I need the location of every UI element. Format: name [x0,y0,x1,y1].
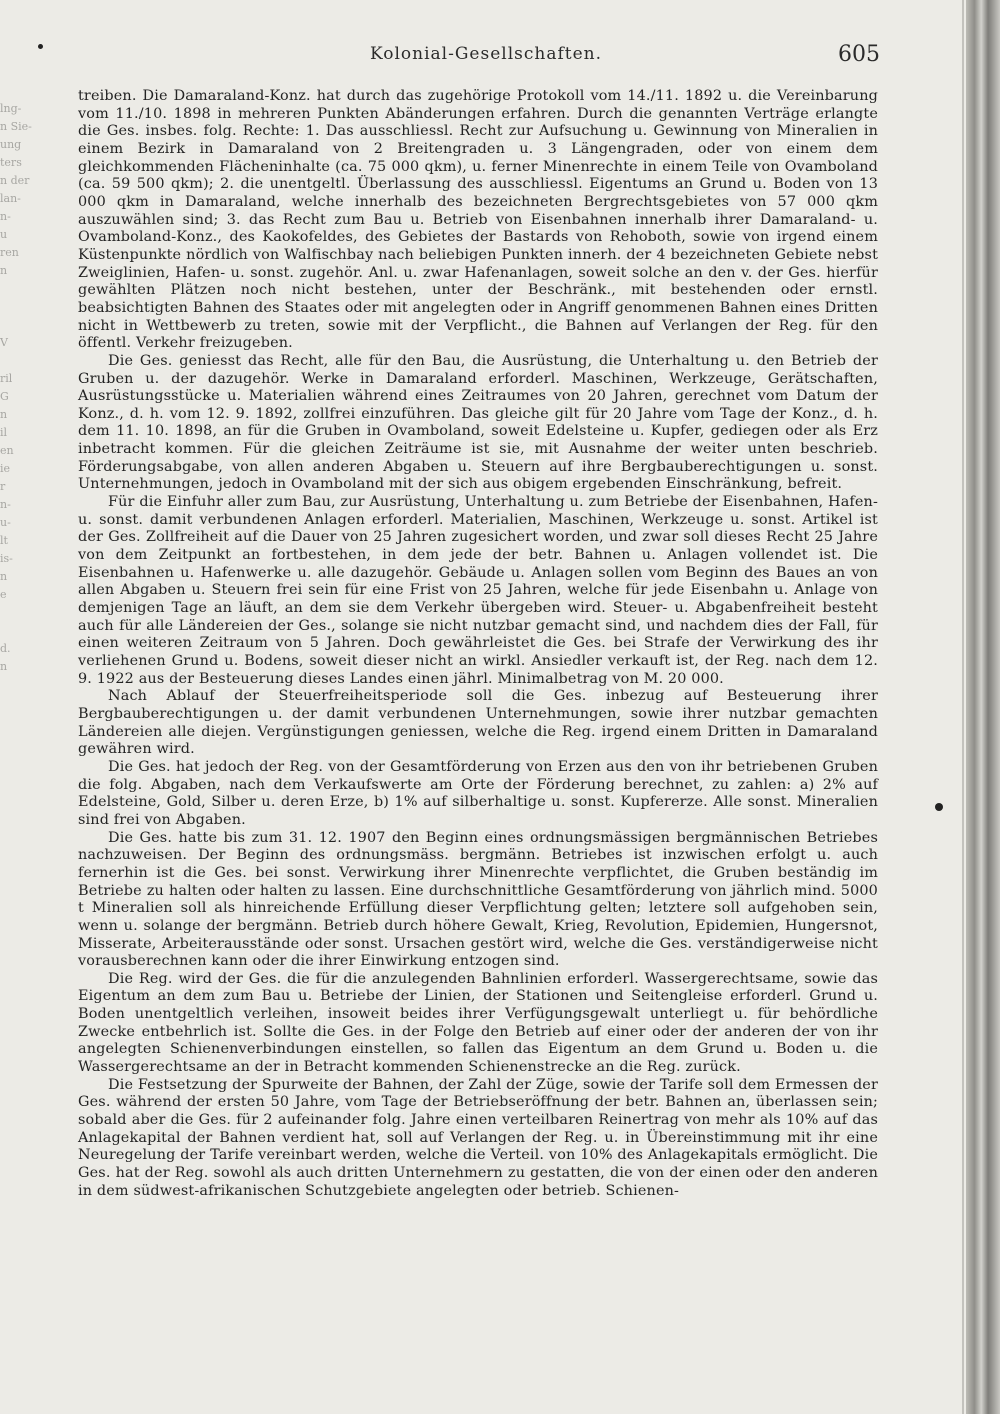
page-number: 605 [838,42,880,67]
print-speck [935,803,943,811]
bleed-fragment: n Sie- [0,120,32,133]
bleed-fragment: n [0,660,8,673]
adjacent-page-bleed [0,100,32,676]
bleed-fragment: d. [0,642,11,655]
bleed-fragment: lng- [0,102,22,115]
bleed-fragment: ung [0,138,22,151]
bleed-fragment: ters [0,156,22,169]
paragraph: Für die Einfuhr aller zum Bau, zur Ausrüstung, Unterhaltung u. zum Betriebe der Eisenbahnen, Hafen- u. sonst. damit verbundenen Anlagen erforderl. Materialien, Maschinen, Werkzeuge u. sonst. Artikel ist der Ges. Zollfreiheit auf die Dauer von 25 Jahren zugesichert worden, und zwar soll dieses Recht 25 Jahre von dem Zeitpunkt an fortbestehen, in dem jede der betr. Bahnen u. Anlagen vollendet ist. Die Eisenbahnen u. Hafenwerke u. alle dazugehör. Gebäude u. Anlagen sollen vom Beginn des Baues an von allen Abgaben u. Steuern frei sein für eine Frist von 25 Jahren, welche für jede Eisenbahn u. Anlage von demjenigen Tage an läuft, an dem sie dem Verkehr übergeben wird. Steuer- u. Abgabenfreiheit besteht auch für alle Ländereien der Ges., solange sie nicht nutzbar gemacht sind, und nachdem dies der Fall, für einen weiteren Zeitraum von 5 Jahren. Doch gewährleistet die Ges. bei Strafe der Verwirkung des ihr verliehenen Grund u. Bodens, soweit dieser nicht an wirkl. Ansiedler verkauft ist, der Reg. nach dem 12. 9. 1922 aus der Besteuerung dieses Landes einen jährl. Minimalbetrag von M. 20 000. [78,494,878,687]
paragraph: Die Ges. geniesst das Recht, alle für den Bau, die Ausrüstung, die Unterhaltung u. den Betrieb der Gruben u. der dazugehör. Werke in Damaraland erforderl. Maschinen, Werkzeuge, Gerätschaften, Ausrüstungsstücke u. Materialien während eines Zeitraumes von 20 Jahren, gerechnet vom Datum der Konz., d. h. vom 12. 9. 1892, zollfrei einzuführen. Das gleiche gilt für 20 Jahre vom Tage der Konz., d. h. dem 11. 10. 1898, an für die Gruben in Ovamboland, soweit Edelsteine u. Kupfer, gediegen oder als Erz inbetracht kommen. Für die gleichen Zeiträume ist sie, mit Ausnahme der weiter unten beschrieb. Förderungsabgabe, von allen anderen Abgaben u. Steuern auf ihre Bergbauberechtigungen u. sonst. Unternehmungen, jedoch in Ovamboland mit der sich aus obigem ergebenden Einschränkung, befreit. [78,352,878,493]
paragraph: Die Festsetzung der Spurweite der Bahnen, der Zahl der Züge, sowie der Tarife soll dem Ermessen der Ges. während der ersten 50 Jahre, vom Tage der Betriebseröffnung der betr. Bahnen an, überlassen sein; sobald aber die Ges. für 2 aufeinander folg. Jahre einen verteilbaren Reinertrag von mehr als 10% auf das Anlagekapital der Bahnen verdient hat, soll auf Verlangen der Reg. u. in Übereinstimmung mit ihr eine Neuregelung der Tarife vereinbart werden, welche die Verteil. von 10% des Anlagekapitals ermöglicht. Die Ges. hat der Reg. sowohl als auch dritten Unternehmern zu gestatten, die von der einen oder den anderen in dem südwest-afrikanischen Schutzgebiete angelegten oder betrieb. Schienen- [78,1076,878,1199]
paragraph: Nach Ablauf der Steuerfreiheitsperiode soll die Ges. inbezug auf Besteuerung ihrer Bergbauberechtigungen u. der damit verbundenen Unternehmungen, sowie ihrer nutzbar gemachten Ländereien alle diejen. Vergünstigungen geniessen, welche die Reg. irgend einem Dritten in Damaraland gewähren wird. [78,688,878,758]
bleed-fragment [0,298,28,316]
bleed-fragment: lt [0,534,8,547]
bleed-fragment: lan- [0,192,21,205]
print-speck [38,44,43,49]
bleed-fragment [0,622,28,640]
paragraph: Die Ges. hat jedoch der Reg. von der Gesamtförderung von Erzen aus den von ihr betriebenen Gruben die folg. Abgaben, nach dem Verkaufswerte am Orte der Förderung berechnet, zu zahlen: a) 2% auf Edelsteine, Gold, Silber u. deren Erze, b) 1% auf silberhaltige u. sonst. Kupfererze. Alle sonst. Mineralien sind frei von Abgaben. [78,758,878,828]
bleed-fragment [0,604,28,622]
bleed-fragment: n der [0,174,30,187]
bleed-fragment: V [0,336,8,349]
page-edge-shadow [962,0,964,1414]
bleed-fragment: G [0,390,9,403]
paragraph: treiben. Die Damaraland-Konz. hat durch das zugehörige Protokoll vom 14./11. 1892 u. die Vereinbarung vom 11./10. 1898 in mehreren Punkten Abänderungen erfahren. Durch die genannten Verträge erlangte die Ges. insbes. folg. Rechte: 1. Das ausschliessl. Recht zur Aufsuchung u. Gewinnung von Mineralien in einem Bezirk in Damaraland von 2 Breitengraden u. 3 Längengraden, oder von einem dem gleichkommenden Flächeninhalte (ca. 75 000 qkm), u. ferner Minenrechte in einem Teile von Ovamboland (ca. 59 500 qkm); 2. die unentgeltl. Überlassung des ausschliessl. Eigentums an Grund u. Boden von 13 000 qkm in Damaraland, welche innerhalb des bezeichneten Bergrechtsgebietes von 57 000 qkm auszuwählen sind; 3. das Recht zum Bau u. Betrieb von Eisenbahnen innerhalb ihrer Damaraland- u. Ovamboland-Konz., des Kaokofeldes, des Gebietes der Bastards von Rehoboth, sowie von irgend einem Küstenpunkte nördlich von Walfischbay nach beliebigen Punkten innerh. der 4 bezeichneten Gebiete nebst Zweiglinien, Hafen- u. sonst. zugehör. Anl. u. zwar Hafenanlagen, soweit solche an den v. der Ges. hierfür gewählten Plätzen noch nicht bestehen, unter der Beschränk., mit bestehenden oder ernstl. beabsichtigten Bahnen des Staates oder mit angelegten oder in Angriff genommenen Bahnen eines Dritten nicht in Wettbewerb zu treten, sowie mit der Verpflicht., die Bahnen auf Verlangen der Reg. für den öffentl. Verkehr freizugeben. [78,88,878,352]
paragraph: Die Reg. wird der Ges. die für die anzulegenden Bahnlinien erforderl. Wassergerechtsame, sowie das Eigentum an dem zum Bau u. Betriebe der Linien, der Stationen und Seitengleise erforderl. Grund u. Boden unentgeltlich verleihen, insoweit beides ihrer Verfügungsgewalt unterliegt u. für behördliche Zwecke entbehrlich ist. Sollte die Ges. in der Folge den Betrieb auf einer oder der anderen der von ihr angelegten Schienenverbindungen einstellen, so fallen das Eigentum an dem Grund u. Boden u. die Wassergerechtsame an der in Betracht kommenden Schienenstrecke an die Reg. zurück. [78,970,878,1076]
bleed-fragment [0,352,28,370]
bleed-fragment: is- [0,552,13,565]
paragraph: Die Ges. hatte bis zum 31. 12. 1907 den Beginn eines ordnungsmässigen bergmännischen Betriebes nachzuweisen. Der Beginn des ordnungsmäss. bergmänn. Betriebes ist inzwischen erfolgt u. auch fernerhin ist die Ges. bei sonst. Verwirkung ihrer Minenrechte verpflichtet, die Gruben beständig im Betriebe zu halten oder halten zu lassen. Eine durchschnittliche Gesamtförderung von jährlich mind. 5000 t Mineralien soll als hinreichende Erfüllung dieser Verpflichtung gelten; letztere soll aufgehoben sein, wenn u. solange der bergmänn. Betrieb durch höhere Gewalt, Krieg, Revolution, Epidemien, Hungersnot, Misserate, Arbeiterausstände oder sonst. Ursachen gestört wird, welche die Ges. verständigerweise nicht vorausberechnen kann oder die ihrer Einwirkung entzogen sind. [78,829,878,970]
bleed-fragment: r [0,480,6,493]
bleed-fragment [0,280,28,298]
bleed-fragment: u- [0,516,11,529]
bleed-fragment: u [0,228,8,241]
bleed-fragment: il [0,426,8,439]
bleed-fragment: ren [0,246,19,259]
bleed-fragment: n [0,264,8,277]
bleed-fragment: n [0,408,8,421]
bleed-fragment [0,316,28,334]
bleed-fragment: en [0,444,14,457]
bleed-fragment: n- [0,210,11,223]
running-head: Kolonial-Gesellschaften. [370,44,603,64]
bleed-fragment: n [0,570,8,583]
bleed-fragment: n- [0,498,11,511]
book-spine [966,0,1000,1414]
bleed-fragment: e [0,588,7,601]
bleed-fragment: ie [0,462,11,475]
bleed-fragment: ril [0,372,13,385]
page-header [80,42,880,72]
body-text [78,88,878,1200]
